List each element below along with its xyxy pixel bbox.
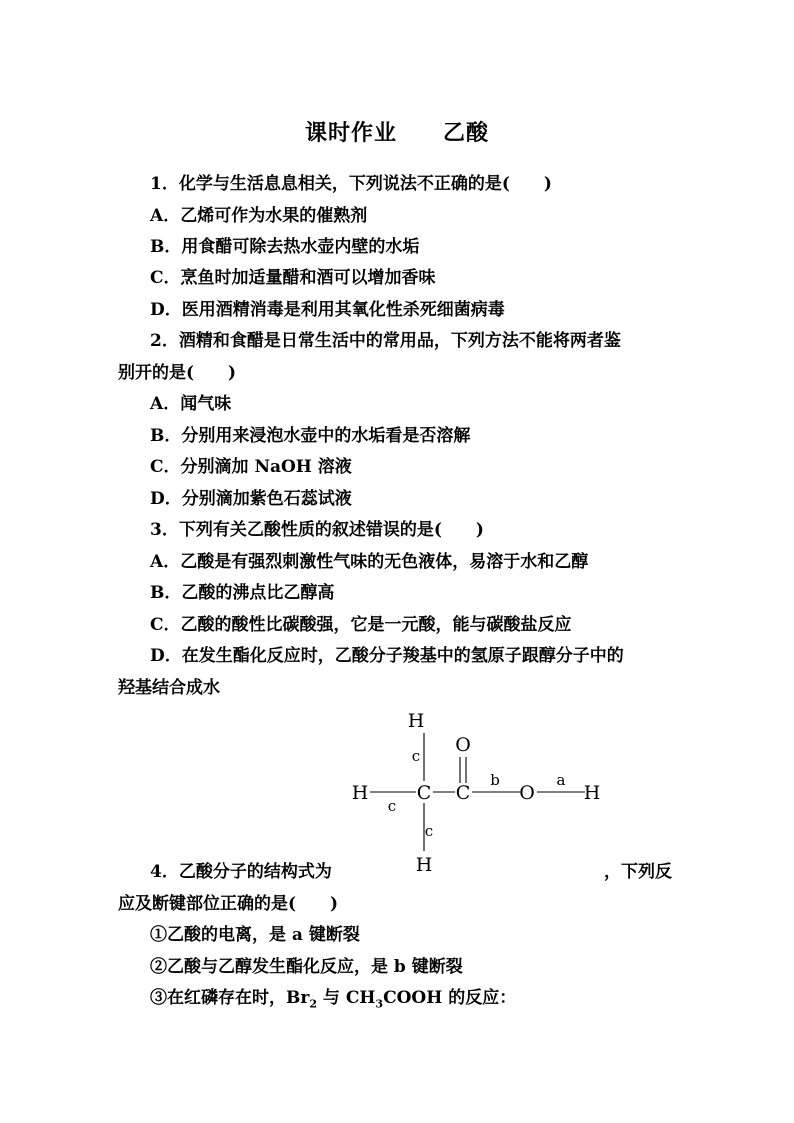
question-3-stem: 3．下列有关乙酸性质的叙述错误的是( ) — [150, 520, 484, 540]
item-3-subscript-1: 2 — [309, 997, 317, 1011]
bond-label-c-left: c — [387, 797, 397, 815]
question-2-option-d: D．分别滴加紫色石蕊试液 — [150, 489, 352, 509]
question-2-option-a: A．闻气味 — [150, 394, 232, 414]
atom-c-carboxyl: C — [455, 782, 471, 804]
question-2-stem-line1: 2．酒精和食醋是日常生活中的常用品，下列方法不能将两者鉴 — [150, 331, 621, 351]
question-4-stem-left: 4．乙酸分子的结构式为 — [150, 862, 332, 882]
question-1-option-d: D．医用酒精消毒是利用其氧化性杀死细菌病毒 — [150, 300, 505, 320]
item-3-text-post: COOH 的反应： — [383, 988, 517, 1008]
bond-label-c-bottom: c — [424, 822, 434, 840]
question-3-option-a: A．乙酸是有强烈刺激性气味的无色液体，易溶于水和乙醇 — [150, 552, 589, 572]
item-3-text-pre: ③在红磷存在时，Br — [150, 988, 310, 1008]
acetic-acid-structural-formula — [340, 703, 610, 881]
question-3-option-d-line1: D．在发生酯化反应时，乙酸分子羧基中的氢原子跟醇分子中的 — [150, 646, 624, 666]
atom-o-carbonyl: O — [455, 734, 471, 756]
item-3-text-mid: 与 CH — [316, 988, 376, 1008]
atom-c-methyl: C — [416, 782, 432, 804]
atom-o-hydroxyl: O — [519, 782, 535, 804]
question-3-option-b: B．乙酸的沸点比乙醇高 — [150, 583, 335, 603]
question-2-option-b: B．分别用来浸泡水壶中的水垢看是否溶解 — [150, 426, 471, 446]
question-3-option-d-line2: 羟基结合成水 — [118, 678, 220, 698]
question-1-option-b: B．用食醋可除去热水壶内壁的水垢 — [150, 237, 420, 257]
question-4-item-3 — [150, 986, 516, 1010]
question-1-stem: 1．化学与生活息息相关，下列说法不正确的是( ) — [150, 174, 552, 194]
question-4-stem-line2: 应及断键部位正确的是( ) — [118, 894, 339, 914]
atom-h-bottom: H — [415, 854, 433, 876]
question-4-stem-right: ，下列反 — [604, 862, 672, 882]
atom-h-left: H — [351, 782, 369, 804]
item-3-subscript-2: 3 — [375, 997, 384, 1011]
question-2-stem-line2: 别开的是( ) — [118, 363, 237, 383]
bond-label-a: a — [556, 771, 566, 789]
question-1-option-a: A．乙烯可作为水果的催熟剂 — [150, 206, 368, 226]
bond-label-b: b — [490, 771, 500, 789]
atom-h-top: H — [407, 710, 425, 732]
question-4-item-2: ②乙酸与乙醇发生酯化反应，是 b 键断裂 — [150, 957, 463, 977]
page-title: 课时作业 乙酸 — [304, 121, 489, 146]
atom-h-right: H — [583, 782, 601, 804]
question-1-option-c: C．烹鱼时加适量醋和酒可以增加香味 — [150, 268, 436, 288]
question-3-option-c: C．乙酸的酸性比碳酸强，它是一元酸，能与碳酸盐反应 — [150, 615, 572, 635]
question-2-option-c: C．分别滴加 NaOH 溶液 — [150, 457, 352, 477]
bond-label-c-top: c — [411, 747, 421, 765]
question-4-item-1: ①乙酸的电离，是 a 键断裂 — [150, 925, 360, 945]
